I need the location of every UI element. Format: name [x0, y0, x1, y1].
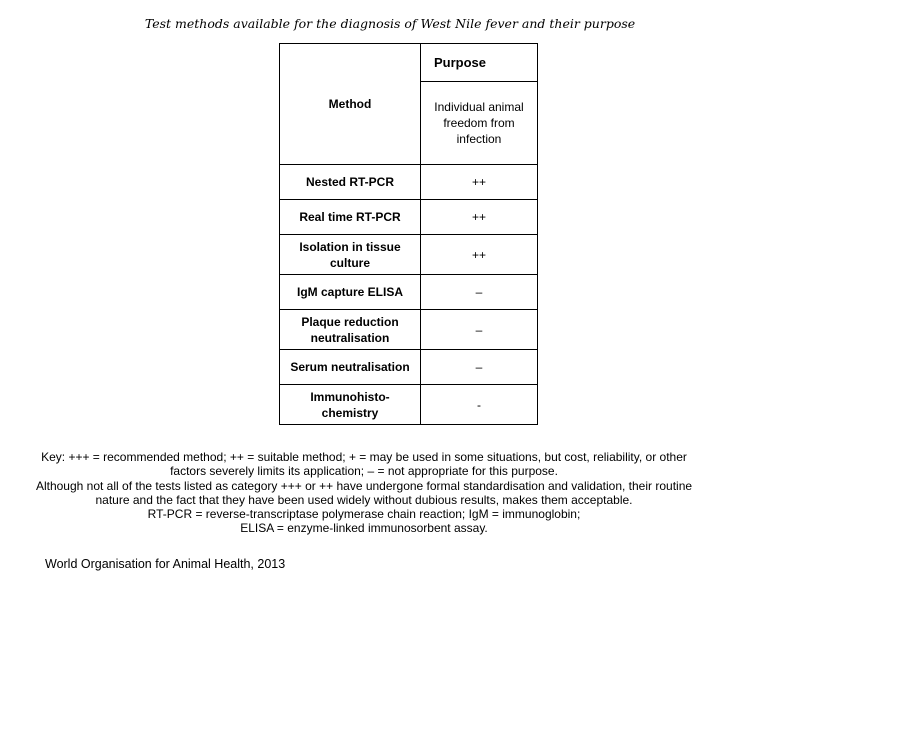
purpose-header: Purpose [421, 44, 538, 82]
purpose-cell: – [421, 350, 538, 385]
method-header: Method [280, 44, 421, 165]
key-line: nature and the fact that they have been used widely without dubious results, makes them acceptable. [95, 492, 633, 507]
table-row [280, 200, 538, 235]
method-cell: Plaque reduction neutralisation [280, 310, 421, 350]
key-line: Key: +++ = recommended method; ++ = suitable method; + = may be used in some situations, but cost, reliability, or other [41, 450, 687, 464]
table-row [280, 385, 538, 425]
method-cell: Isolation in tissue culture [280, 235, 421, 275]
table-row [280, 310, 538, 350]
method-cell: Serum neutralisation [280, 350, 421, 385]
purpose-cell: - [421, 385, 538, 425]
method-cell: IgM capture ELISA [280, 275, 421, 310]
purpose-cell: ++ [421, 235, 538, 275]
purpose-subheader: Individual animal freedom from infection [421, 82, 538, 165]
purpose-cell: – [421, 275, 538, 310]
method-cell: Real time RT-PCR [280, 200, 421, 235]
method-cell: Nested RT-PCR [280, 165, 421, 200]
test-methods-table [279, 43, 538, 425]
table-row [280, 275, 538, 310]
purpose-cell: ++ [421, 165, 538, 200]
key-line: ELISA = enzyme-linked immunosorbent assay. [240, 521, 488, 536]
table-key [24, 450, 704, 536]
key-line: factors severely limits its application; – = not appropriate for this purpose. [170, 464, 558, 479]
purpose-cell: – [421, 310, 538, 350]
table-row [280, 165, 538, 200]
purpose-cell: ++ [421, 200, 538, 235]
method-cell: Immunohisto-chemistry [280, 385, 421, 425]
table-row [280, 350, 538, 385]
table-row [280, 235, 538, 275]
source-credit: World Organisation for Animal Health, 2013 [45, 557, 286, 571]
key-line: RT-PCR = reverse-transcriptase polymerase chain reaction; IgM = immunoglobin; [147, 507, 581, 522]
key-line: Although not all of the tests listed as category +++ or ++ have undergone formal standardisation and validation, their routine [35, 478, 693, 493]
table-caption: Test methods available for the diagnosis of West Nile fever and their purpose [144, 16, 636, 31]
